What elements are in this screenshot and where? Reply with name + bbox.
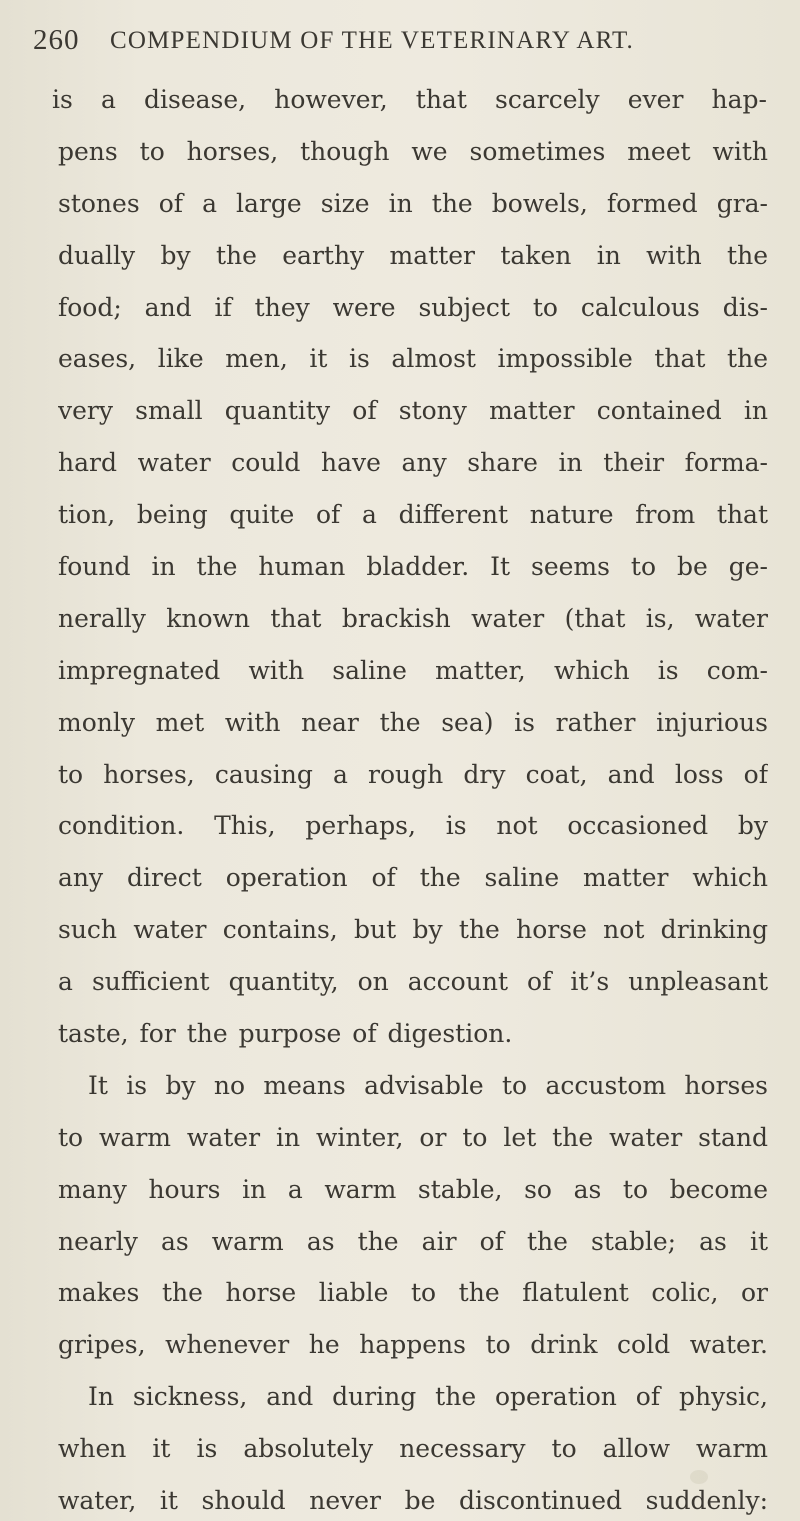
text-line: to horses, causing a rough dry coat, and loss of — [58, 760, 768, 789]
text-line: nerally known that brackish water (that is, water — [58, 604, 768, 633]
text-line: hard water could have any share in their forma- — [58, 448, 768, 477]
text-line: a sufficient quantity, on account of it’s unpleasant — [58, 967, 768, 996]
text-line: any direct operation of the saline matter which — [58, 863, 768, 892]
text-line: nearly as warm as the air of the stable; as it — [58, 1227, 768, 1256]
text-line: dually by the earthy matter taken in with the — [58, 241, 768, 270]
text-line: makes the horse liable to the flatulent colic, or — [58, 1278, 768, 1307]
text-line: is a disease, however, that scarcely ever hap- — [52, 85, 767, 114]
text-line: to warm water in winter, or to let the water stand — [58, 1123, 768, 1152]
text-line: condition. This, perhaps, is not occasioned by — [58, 811, 768, 840]
running-head: COMPENDIUM OF THE VETERINARY ART. — [110, 27, 635, 54]
text-line: gripes, whenever he happens to drink cold water. — [58, 1330, 768, 1359]
text-line: water, it should never be discontinued suddenly: — [58, 1486, 768, 1515]
text-line: monly met with near the sea) is rather injurious — [58, 708, 768, 737]
text-line: impregnated with saline matter, which is com- — [58, 656, 768, 685]
text-line: tion, being quite of a different nature from that — [58, 500, 768, 529]
text-line: found in the human bladder. It seems to be ge- — [58, 552, 768, 581]
text-line: In sickness, and during the operation of physic, — [88, 1382, 768, 1411]
text-line: many hours in a warm stable, so as to become — [58, 1175, 768, 1204]
text-line: very small quantity of stony matter contained in — [58, 396, 768, 425]
text-line: It is by no means advisable to accustom horses — [88, 1071, 768, 1100]
text-line: eases, like men, it is almost impossible that the — [58, 344, 768, 373]
text-line: taste, for the purpose of digestion. — [58, 1019, 513, 1048]
text-line: food; and if they were subject to calculous dis- — [58, 293, 768, 322]
text-line: when it is absolutely necessary to allow warm — [58, 1434, 768, 1463]
text-line: such water contains, but by the horse not drinking — [58, 915, 768, 944]
text-line: stones of a large size in the bowels, formed gra- — [58, 189, 768, 218]
text-line: pens to horses, though we sometimes meet with — [58, 137, 768, 166]
page-number: 260 — [33, 24, 80, 56]
